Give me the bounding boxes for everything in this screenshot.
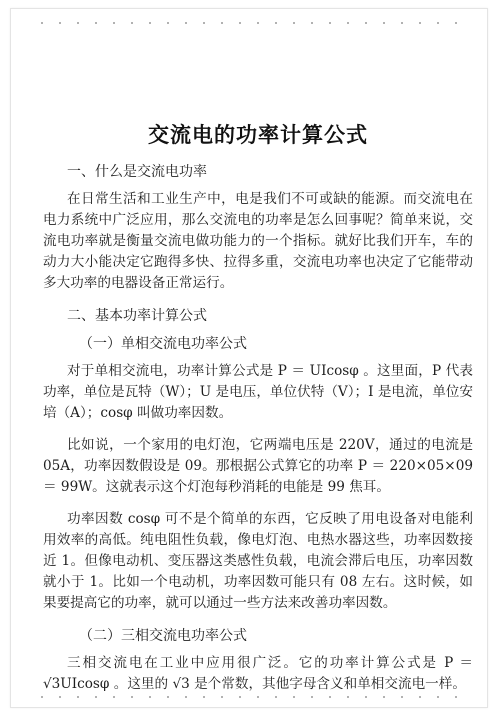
- border-dot: [419, 696, 421, 698]
- border-dot: [221, 22, 223, 24]
- border-dot: [257, 696, 259, 698]
- border-dot: [221, 696, 223, 698]
- border-dot: [383, 22, 385, 24]
- border-dot: [275, 696, 277, 698]
- border-dot: [239, 22, 241, 24]
- border-dot: [365, 22, 367, 24]
- document-content: [43, 119, 473, 706]
- border-dot: [455, 696, 457, 698]
- border-dot: [329, 22, 331, 24]
- border-dot: [149, 22, 151, 24]
- border-dot: [77, 696, 79, 698]
- bottom-dotted-border: [41, 693, 457, 701]
- border-dot: [347, 22, 349, 24]
- border-dot: [293, 696, 295, 698]
- document-title: 交流电的功率计算公式: [148, 122, 368, 147]
- paragraph-power-factor: 功率因数 cosφ 可不是个简单的东西，它反映了用电设备对电能利用效率的高低。纯电阻性负载，像电灯泡、电热水器这些，功率因数接近 1。但像电动机、变压器这类感性负载，电流会滞后电压，功率因数就小于 1。比如一个电动机，功率因数可能只有 08 左右。这时候，如果要提高它的功率，就可以通过一些方法来改善功率因数。: [43, 511, 473, 611]
- border-dot: [167, 22, 169, 24]
- border-dot: [329, 696, 331, 698]
- border-dot: [239, 696, 241, 698]
- paragraph-single-phase-formula: 对于单相交流电，功率计算公式是 P ＝ UIcosφ 。这里面，P 代表功率，单位是瓦特（W）；U 是电压，单位伏特（V）；I 是电流，单位安培（A）；cosφ 叫做功率因数。: [43, 363, 473, 421]
- border-dot: [257, 22, 259, 24]
- border-dot: [131, 696, 133, 698]
- border-dot: [455, 22, 457, 24]
- border-dot: [95, 696, 97, 698]
- document-page: [10, 8, 488, 708]
- border-dot: [41, 22, 43, 24]
- border-dot: [41, 696, 43, 698]
- border-dot: [113, 22, 115, 24]
- border-dot: [59, 22, 61, 24]
- border-dot: [95, 22, 97, 24]
- border-dot: [401, 696, 403, 698]
- top-dotted-border: [41, 19, 457, 27]
- border-dot: [401, 22, 403, 24]
- border-dot: [149, 696, 151, 698]
- border-dot: [293, 22, 295, 24]
- border-dot: [311, 696, 313, 698]
- border-dot: [77, 22, 79, 24]
- subheading-three-phase: （二）三相交流电功率公式: [79, 628, 247, 644]
- border-dot: [185, 696, 187, 698]
- border-dot: [185, 22, 187, 24]
- border-dot: [437, 696, 439, 698]
- border-dot: [203, 22, 205, 24]
- border-dot: [437, 22, 439, 24]
- border-dot: [113, 696, 115, 698]
- paragraph-lightbulb-example: 比如说，一个家用的电灯泡，它两端电压是 220V，通过的电流是 05A，功率因数假设是 09。那根据公式算它的功率 P ＝ 220×05×09 ＝ 99W。这就表示这个灯泡每秒消耗的电能是 99 焦耳。: [43, 437, 473, 495]
- border-dot: [167, 696, 169, 698]
- border-dot: [203, 696, 205, 698]
- border-dot: [311, 22, 313, 24]
- border-dot: [275, 22, 277, 24]
- section-heading-1: 一、什么是交流电功率: [67, 164, 207, 180]
- border-dot: [419, 22, 421, 24]
- border-dot: [383, 696, 385, 698]
- paragraph-three-phase-formula: 三相交流电在工业中应用很广泛。它的功率计算公式是 P ＝ √3UIcosφ 。这里的 √3 是个常数，其他字母含义和单相交流电一样。: [43, 655, 473, 692]
- border-dot: [347, 696, 349, 698]
- paragraph-intro: 在日常生活和工业生产中，电是我们不可或缺的能源。而交流电在电力系统中广泛应用，那么交流电的功率是怎么回事呢？简单来说，交流电功率就是衡量交流电做功能力的一个指标。就好比我们开车，车的动力大小能决定它跑得多快、拉得多重，交流电功率也决定了它能带动多大功率的电器设备正常运行。: [43, 191, 473, 291]
- border-dot: [59, 696, 61, 698]
- subheading-single-phase: （一）单相交流电功率公式: [79, 336, 247, 352]
- section-heading-2: 二、基本功率计算公式: [67, 308, 207, 324]
- border-dot: [365, 696, 367, 698]
- border-dot: [131, 22, 133, 24]
